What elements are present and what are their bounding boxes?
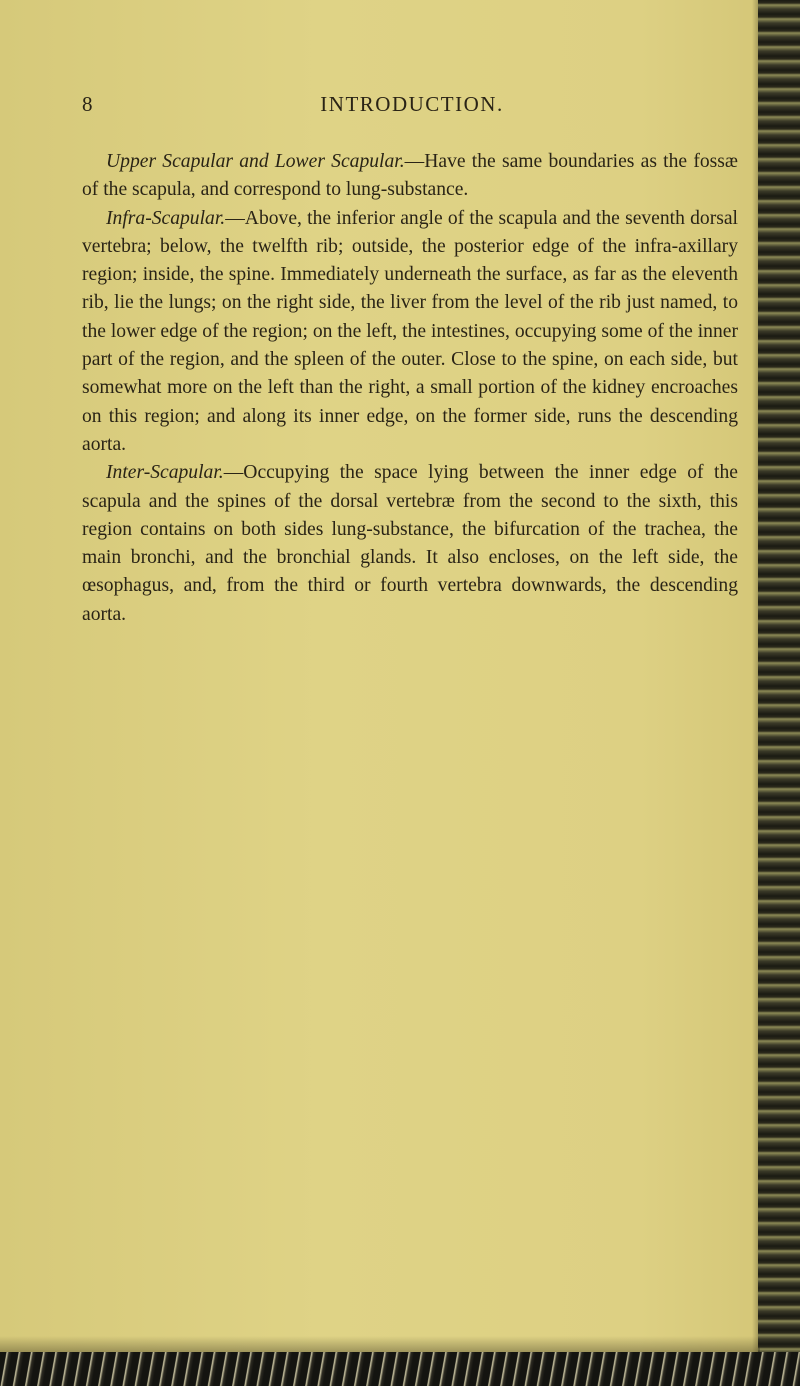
- page-header: [82, 92, 742, 124]
- body-text: [82, 148, 738, 629]
- book-spine-edge: [758, 0, 800, 1386]
- paragraph-text: —Occupying the space lying between the inner edge of the scapula and the spines of the dorsal vertebræ from the second to the sixth, this region contains on both sides lung-substance, the bifurcation of the trachea, the main bronchi, and the bronchial glands. It also encloses, on the left side, the œsophagus, and, from the third or fourth vertebra downwards, the descending aorta.: [82, 462, 738, 625]
- section-heading: Infra-Scapular.: [106, 207, 226, 229]
- bottom-shadow: [0, 1336, 760, 1352]
- page-bottom-edge: [0, 1352, 800, 1386]
- running-title: INTRODUCTION.: [320, 92, 504, 116]
- paragraph-text: —Above, the inferior angle of the scapula and the seventh dorsal vertebra; below, the twelfth rib; outside, the posterior edge of the infra-axillary region; inside, the spine. Immediately underneath the surface, as far as the eleventh rib, lie the lungs; on the right side, the liver from the level of the rib just named, to the lower edge of the region; on the left, the intestines, occupying some of the inner part of the region, and the spleen of the outer. Close to the spine, on each side, but somewhat more on the left than the right, a small portion of the kidney encroaches on this region; and along its inner edge, on the former side, runs the descending aorta.: [82, 207, 738, 455]
- section-heading: Inter-Scapular.: [106, 462, 224, 484]
- page-number: 8: [82, 92, 93, 116]
- paragraph-inter-scapular: [82, 459, 738, 629]
- paragraph-upper-lower-scapular: [82, 148, 738, 205]
- section-heading: Upper Scapular and Lower Scapular.: [106, 151, 405, 172]
- paragraph-infra-scapular: [82, 205, 738, 460]
- paragraph-text: —Have the same boundaries as the fossæ of the scapula, and correspond to lung-substance.: [82, 151, 738, 201]
